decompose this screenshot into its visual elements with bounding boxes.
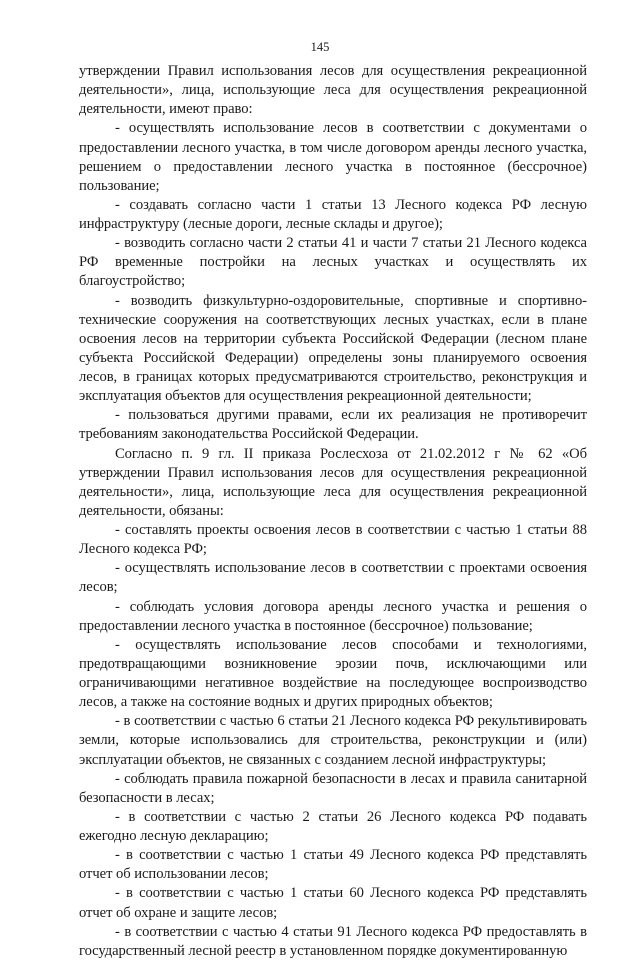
paragraph: - в соответствии с частью 6 статьи 21 Лесного кодекса РФ рекультивировать земли, которые использовались для строительства, реконструкции и (или) эксплуатации объектов, не связанных с созданием лесной инфраструктуры;	[79, 713, 587, 768]
document-body	[79, 62, 587, 961]
paragraph: - возводить физкультурно-оздоровительные, спортивные и спортивно-технические сооружения на соответствующих лесных участках, если в плане освоения лесов на территории субъекта Российской Федерации (лесном плане субъекта Российской Федерации) определены зоны планируемого освоения лесов, в границах которых предусматриваются строительство, реконструкция и эксплуатация объектов для осуществления рекреационной деятельности;	[79, 292, 587, 405]
paragraph: - соблюдать условия договора аренды лесного участка и решения о предоставлении лесного участка в постоянное (бессрочное) пользование;	[79, 598, 587, 634]
paragraph: - создавать согласно части 1 статьи 13 Лесного кодекса РФ лесную инфраструктуру (лесные дороги, лесные склады и другое);	[79, 196, 587, 232]
paragraph: - в соответствии с частью 1 статьи 60 Лесного кодекса РФ представлять отчет об охране и защите лесов;	[79, 885, 587, 921]
paragraph: - возводить согласно части 2 статьи 41 и части 7 статьи 21 Лесного кодекса РФ временные постройки на лесных участках и осуществлять их благоустройство;	[79, 235, 587, 290]
paragraph: утверждении Правил использования лесов для осуществления рекреационной деятельности», лица, использующие леса для осуществления рекреационной деятельности, имеют право:	[79, 63, 587, 118]
paragraph: - в соответствии с частью 1 статьи 49 Лесного кодекса РФ представлять отчет об использовании лесов;	[79, 847, 587, 883]
paragraph: - составлять проекты освоения лесов в соответствии с частью 1 статьи 88 Лесного кодекса РФ;	[79, 522, 587, 558]
page-number: 145	[310, 40, 330, 54]
paragraph: - соблюдать правила пожарной безопасности в лесах и правила санитарной безопасности в лесах;	[79, 770, 587, 806]
paragraph: - осуществлять использование лесов в соответствии с проектами освоения лесов;	[79, 560, 587, 596]
paragraph: - в соответствии с частью 4 статьи 91 Лесного кодекса РФ предоставлять в государственный лесной реестр в установленном порядке документированную	[79, 923, 587, 959]
paragraph: - пользоваться другими правами, если их реализация не противоречит требованиям законодательства Российской Федерации.	[79, 407, 587, 443]
paragraph: - в соответствии с частью 2 статьи 26 Лесного кодекса РФ подавать ежегодно лесную декларацию;	[79, 808, 587, 844]
paragraph: - осуществлять использование лесов способами и технологиями, предотвращающими возникновение эрозии почв, исключающими или ограничивающими негативное воздействие на последующее воспроизводство лесов, а также на состояние водных и других природных объектов;	[79, 636, 587, 711]
paragraph: Согласно п. 9 гл. II приказа Рослесхоза от 21.02.2012 г № 62 «Об утверждении Правил использования лесов для осуществления рекреационной деятельности», лица, использующие леса для осуществления рекреационной деятельности, обязаны:	[79, 445, 587, 519]
paragraph: - осуществлять использование лесов в соответствии с документами о предоставлении лесного участка, в том числе договором аренды лесного участка, решением о предоставлении лесного участка в постоянное (бессрочное) пользование;	[79, 120, 587, 194]
